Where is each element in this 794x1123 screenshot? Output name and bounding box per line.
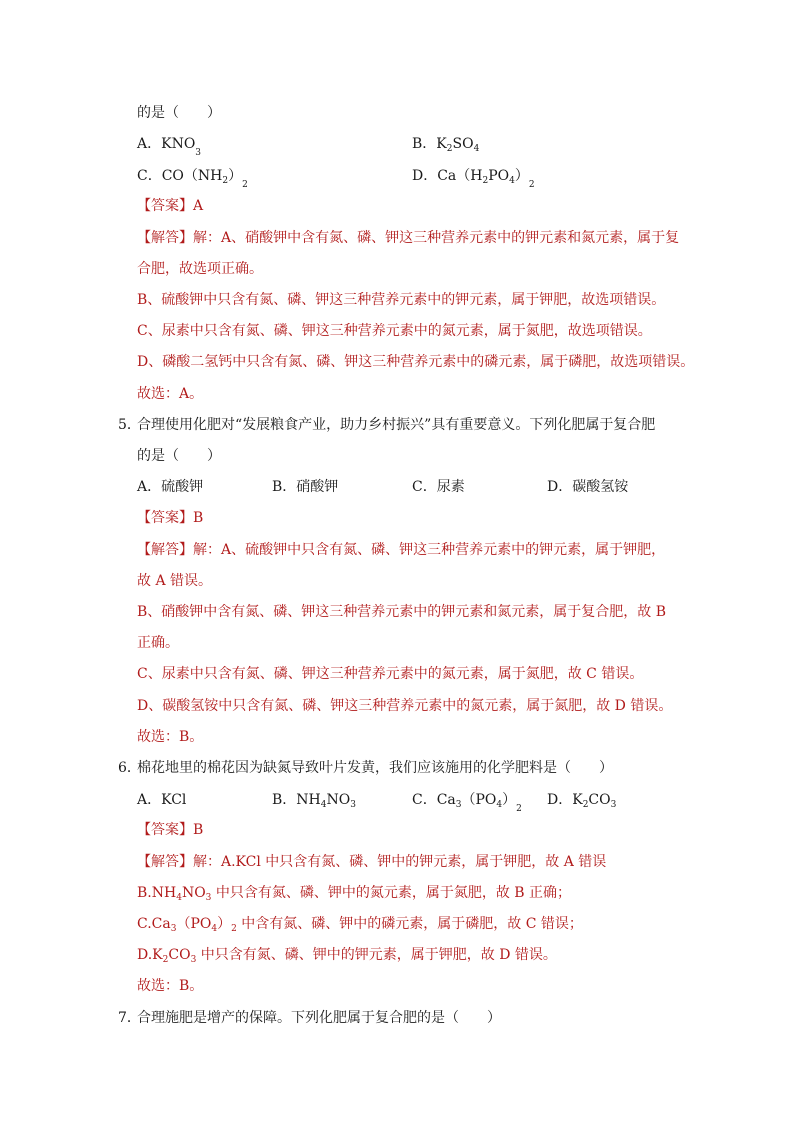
q6-number: 6． [118, 760, 141, 776]
q5-stem-2: 的是（ ） [137, 448, 221, 464]
q6-explanation-3: $C.Ca_3(PO_4)_2$ 中含有氮、磷、钾中的磷元素，属于磷肥，故 C 错误； [137, 916, 583, 934]
q5-answer: 【答案】B [137, 510, 204, 526]
q4-explanation-2: 合肥，故选项正确。 [137, 261, 263, 277]
q6-explanation-4: $D.K_2CO_3$ 中只含有氮、磷、钾中的钾元素，属于钾肥，故 D 错误。 [137, 947, 557, 965]
q5-option-c: C．尿素 [412, 479, 465, 495]
q5-option-d: D．碳酸氢铵 [547, 479, 629, 495]
q4-explanation-4: C、尿素中只含有氮、磷、钾这三种营养元素中的氮元素，属于氮肥，故选项错误。 [137, 323, 652, 339]
q4-explanation-1: 【解答】解：A、硝酸钾中含有氮、磷、钾这三种营养元素中的钾元素和氮元素，属于复 [137, 230, 680, 246]
q6-option-c: C．$Ca_3(PO_4)_2$ [412, 792, 522, 814]
q6-explanation-2: $B.NH_4NO_3$ 中只含有氮、磷、钾中的氮元素，属于氮肥，故 B 正确； [137, 885, 572, 903]
q4-stem-cont: 的是（ ） [137, 105, 221, 121]
q6-option-d: D．$K_2CO_3$ [547, 792, 617, 810]
q4-answer: 【答案】A [137, 198, 204, 214]
q5-number: 5． [118, 417, 141, 433]
q4-option-c: C．$CO(NH_2)_2$ [137, 168, 248, 190]
q5-option-b: B．硝酸钾 [272, 479, 339, 495]
q7-stem: 合理施肥是增产的保障。下列化肥属于复合肥的是（ ） [137, 1010, 501, 1026]
q6-choose: 故选：B。 [137, 978, 204, 994]
q6-option-a: A．KCl [137, 792, 187, 808]
q4-option-d: D．$Ca(H_2PO_4)_2$ [412, 168, 535, 190]
q5-option-a: A．硫酸钾 [137, 479, 204, 495]
q7-number: 7． [118, 1010, 141, 1026]
q4-option-b: B．$K_2SO_4$ [412, 136, 480, 154]
q5-choose: 故选：B。 [137, 729, 204, 745]
q5-explanation-5: C、尿素中只含有氮、磷、钾这三种营养元素中的氮元素，属于氮肥，故 C 错误。 [137, 666, 644, 682]
q5-explanation-2: 故 A 错误。 [137, 573, 213, 589]
q6-stem: 棉花地里的棉花因为缺氮导致叶片发黄，我们应该施用的化学肥料是（ ） [137, 760, 613, 776]
q5-explanation-1: 【解答】解：A、硫酸钾中只含有氮、磷、钾这三种营养元素中的钾元素，属于钾肥， [137, 542, 666, 558]
q5-stem-1: 合理使用化肥对“发展粮食产业，助力乡村振兴”具有重要意义。下列化肥属于复合肥 [137, 417, 656, 433]
q5-explanation-4: 正确。 [137, 635, 179, 651]
q5-explanation-6: D、碳酸氢铵中只含有氮、磷、钾这三种营养元素中的氮元素，属于氮肥，故 D 错误。 [137, 698, 673, 714]
q6-option-b: B．$NH_4NO_3$ [272, 792, 356, 810]
q4-explanation-5: D、磷酸二氢钙中只含有氮、磷、钾这三种营养元素中的磷元素，属于磷肥，故选项错误。 [137, 354, 695, 370]
q4-explanation-3: B、硫酸钾中只含有氮、磷、钾这三种营养元素中的钾元素，属于钾肥，故选项错误。 [137, 292, 666, 308]
q6-answer: 【答案】B [137, 822, 204, 838]
q5-explanation-3: B、硝酸钾中含有氮、磷、钾这三种营养元素中的钾元素和氮元素，属于复合肥，故 B [137, 604, 667, 620]
q6-explanation-1: 【解答】解：A.KCl 中只含有氮、磷、钾中的钾元素，属于钾肥，故 A 错误 [137, 854, 607, 870]
q4-option-a: A．$KNO_3$ [137, 136, 202, 158]
q4-choose: 故选：A。 [137, 386, 204, 402]
